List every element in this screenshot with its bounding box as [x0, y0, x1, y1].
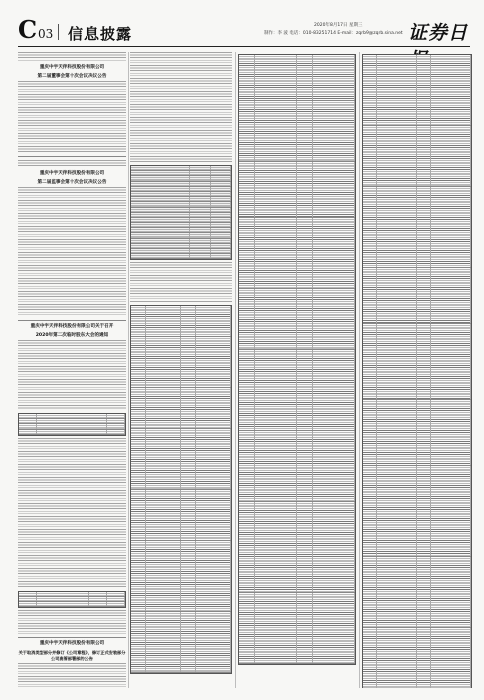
table-row — [131, 541, 231, 612]
voting-table — [18, 591, 126, 609]
table-row — [239, 55, 355, 101]
intro-text — [18, 52, 126, 62]
notice-subtitle: 第二届监事会第十次会议决议公告 — [37, 180, 107, 185]
column-2 — [130, 52, 232, 688]
table-row — [131, 429, 231, 490]
table-row — [363, 268, 471, 324]
table-row — [239, 593, 355, 664]
table-row — [363, 557, 471, 628]
column-4 — [362, 52, 472, 688]
notice-subtitle: 第二届董事会第十次会议决议公告 — [37, 74, 107, 79]
article-body — [130, 52, 232, 162]
section-letter: C — [18, 15, 38, 44]
table-row — [131, 612, 231, 673]
notice-header-text — [18, 160, 126, 168]
table-row — [239, 162, 355, 218]
notice-title: 重庆中宇天伴科技股份有限公司关于召开 — [30, 324, 114, 329]
amendment-table — [362, 54, 472, 688]
table-row — [363, 187, 471, 268]
table-row — [131, 254, 231, 259]
section-title: 信息披露 — [68, 25, 133, 43]
table-row — [239, 502, 355, 593]
column-divider — [235, 52, 236, 688]
article-body — [130, 262, 232, 302]
header-divider — [58, 24, 59, 40]
separator — [18, 156, 126, 157]
column-divider — [128, 52, 129, 688]
table-row — [363, 466, 471, 557]
column-1 — [18, 52, 126, 688]
notice-body — [18, 663, 126, 688]
table-row — [239, 218, 355, 289]
table-row — [131, 388, 231, 429]
table-row — [239, 101, 355, 162]
column-divider — [359, 52, 360, 688]
table-row — [131, 306, 231, 337]
table-row — [19, 430, 125, 435]
notice-title: 重庆中宇天伴科技股份有限公司 — [39, 641, 105, 647]
date-line: 2020年8月17日 星期三 — [314, 23, 363, 28]
page-header — [18, 15, 474, 44]
section-number: 03 — [38, 27, 54, 41]
shareholding-table — [130, 165, 232, 260]
notice-title: 重庆中宇天伴科技股份有限公司 — [39, 65, 105, 70]
amendment-table — [130, 305, 232, 674]
table-row — [363, 55, 471, 126]
column-3 — [238, 52, 356, 688]
table-row — [131, 490, 231, 541]
table-row — [131, 337, 231, 388]
table-row — [239, 431, 355, 502]
table-row — [363, 324, 471, 400]
table-row — [239, 289, 355, 350]
amendment-table — [238, 54, 356, 665]
separator — [18, 320, 126, 321]
proposal-table — [18, 413, 126, 436]
table-row — [239, 350, 355, 431]
table-row — [19, 602, 125, 607]
notice-body — [18, 340, 126, 410]
table-row — [363, 400, 471, 466]
separator — [18, 637, 126, 638]
contact-line: 制作：李 波 电话：010-83251714 E-mail：zqrb9@zqrb.sina.net — [264, 31, 403, 36]
notice-body — [18, 187, 126, 317]
notice-body — [18, 81, 126, 153]
notice-body — [18, 438, 126, 588]
notice-title: 重庆中宇天伴科技股份有限公司 — [39, 171, 105, 176]
newspaper-logo: 证券日 — [408, 22, 469, 44]
notice-subtitle: 关于取消类型部分并修订《公司章程》，修订正式安装部分公司高管部署部的公告 — [18, 650, 126, 662]
table-row — [363, 628, 471, 688]
table-row — [363, 126, 471, 187]
notice-subtitle: 2020年第二次临时股东大会的通知 — [35, 333, 109, 338]
notice-body — [18, 610, 126, 634]
header-rule — [18, 46, 470, 47]
